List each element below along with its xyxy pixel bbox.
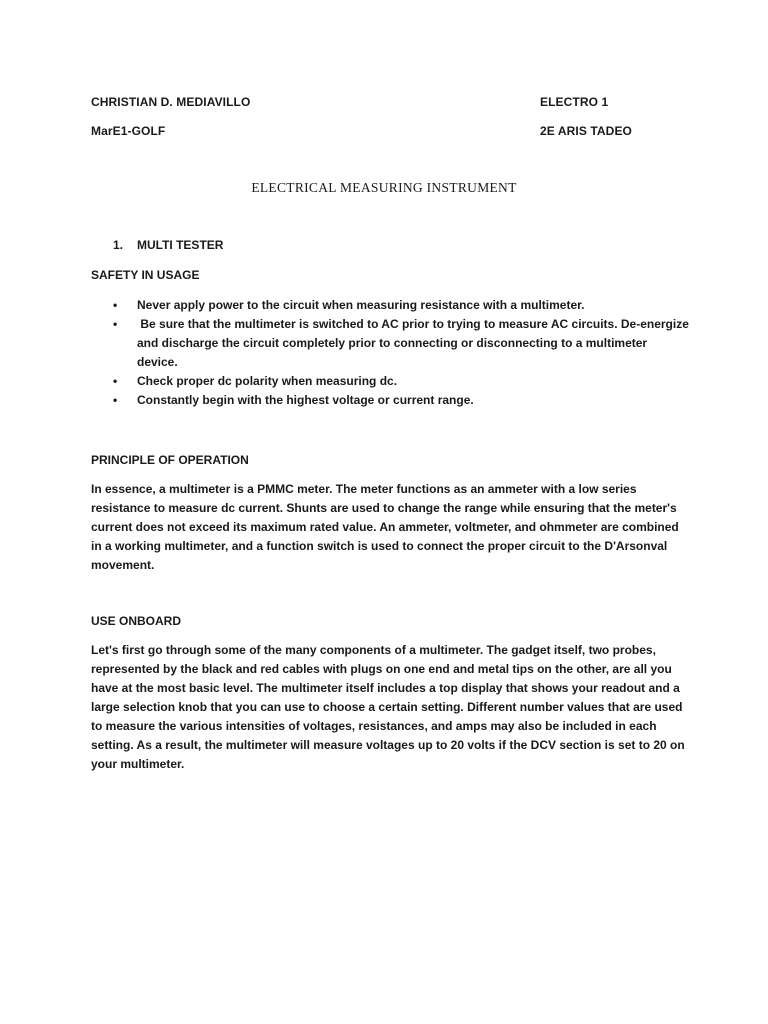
principle-heading: PRINCIPLE OF OPERATION — [91, 453, 249, 467]
list-item — [91, 315, 691, 372]
numbered-heading — [113, 238, 223, 252]
list-item-text: Never apply power to the circuit when measuring resistance with a multimeter. — [137, 298, 585, 312]
list-item — [91, 296, 691, 315]
bullet-icon: • — [113, 393, 118, 407]
onboard-paragraph: Let's first go through some of the many components of a multimeter. The gadget itself, two probes, represented by the black and red cables with plugs on one end and metal tips on the other, are all you have at the most basic level. The multimeter itself includes a top display that shows your readout and a large selection knob that you can use to choose a certain setting. Different number values that are used to measure the various intensities of voltages, resistances, and amps may also be included in each setting. As a result, the multimeter will measure voltages up to 20 volts if the DCV section is set to 20 on your multimeter. — [91, 643, 685, 771]
instructor-label: 2E ARIS TADEO — [540, 124, 632, 138]
bullet-icon: • — [113, 317, 118, 331]
list-item — [91, 391, 691, 410]
safety-heading: SAFETY IN USAGE — [91, 268, 200, 282]
bullet-icon: • — [113, 374, 118, 388]
list-item-text: Constantly begin with the highest voltage or current range. — [137, 393, 474, 407]
document-title: ELECTRICAL MEASURING INSTRUMENT — [251, 180, 517, 195]
item-title: MULTI TESTER — [137, 238, 224, 252]
list-item-text: Check proper dc polarity when measuring dc. — [137, 374, 398, 388]
safety-list — [91, 296, 691, 410]
author-name: CHRISTIAN D. MEDIAVILLO — [91, 95, 251, 109]
list-item-text: Be sure that the multimeter is switched to AC prior to trying to measure AC circuits. De-energize and discharge the circuit completely prior to connecting or disconnecting to a multimeter device. — [137, 317, 693, 369]
section-label: MarE1-GOLF — [91, 124, 166, 138]
onboard-heading: USE ONBOARD — [91, 614, 182, 628]
principle-paragraph: In essence, a multimeter is a PMMC meter. The meter functions as an ammeter with a low series resistance to measure dc current. Shunts are used to change the range while ensuring that the meter's current does not exceed its maximum rated value. An ammeter, voltmeter, and ohmmeter are combined in a working multimeter, and a function switch is used to connect the proper circuit to the D'Arsonval movement. — [91, 482, 679, 572]
bullet-icon: • — [113, 298, 118, 312]
subject-label: ELECTRO 1 — [540, 95, 609, 109]
list-item — [91, 372, 691, 391]
item-number: 1. — [113, 238, 124, 252]
